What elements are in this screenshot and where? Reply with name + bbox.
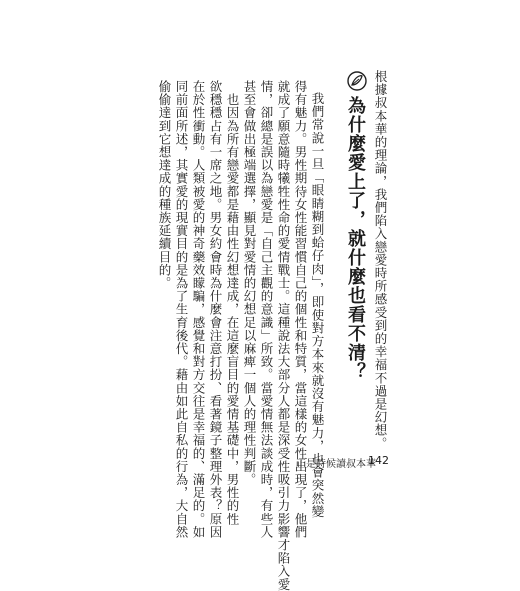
page-footer bbox=[0, 455, 520, 471]
section-heading bbox=[338, 70, 368, 381]
body-line: 在於性衝動。人類被愛的神奇藥效矇騙，感覺和對方交往是幸福的、滿足的。如 bbox=[191, 80, 206, 539]
body-line: 甚至會做出極端選擇，顯見對愛情的幻想足以麻痺一個人的理性判斷。 bbox=[242, 80, 257, 487]
body-line: 同前面所述，其實愛的現實目的是為了生育後代。藉由如此自私的行為，大自然 bbox=[174, 80, 189, 539]
body-line: 得有魅力。男性期待女性能習慣自己的個性和特質，當這樣的女性出現了，他們 bbox=[293, 80, 308, 539]
page-number: 142 bbox=[368, 454, 389, 467]
running-title: 正是時候讀叔本華 bbox=[296, 459, 376, 470]
intro-paragraph-line: 根據叔本華的理論，我們陷入戀愛時所感受到的幸福不過是幻想。 bbox=[373, 70, 388, 450]
body-line: 欲穩穩占有一席之地。男女約會時為什麼會注意打扮、看著鏡子整理外表？原因 bbox=[208, 80, 223, 539]
body-line: 偷偷達到它想達成的種族延續目的。 bbox=[157, 80, 172, 290]
body-line: 情，卻總是誤以為戀愛是「自己主觀的意識」所致。當愛情無法談成時，有些人 bbox=[259, 80, 274, 539]
leaf-bullet-icon bbox=[346, 70, 368, 92]
body-line: 我們常說一旦「眼睛糊到蛤仔肉」，即使對方本來就沒有魅力，也會突然變 bbox=[310, 92, 325, 519]
body-line: 就成了願意隨時犧牲性命的愛情戰士。這種說法大部分人都是深受性吸引力影響才陷入愛 bbox=[276, 80, 291, 591]
section-heading-text: 為什麼愛上了，就什麼也看不清？ bbox=[345, 96, 366, 381]
body-line: 也因為所有戀愛都是藉由性幻想達成，在這麼盲目的愛情基礎中，男性的性 bbox=[225, 80, 240, 526]
